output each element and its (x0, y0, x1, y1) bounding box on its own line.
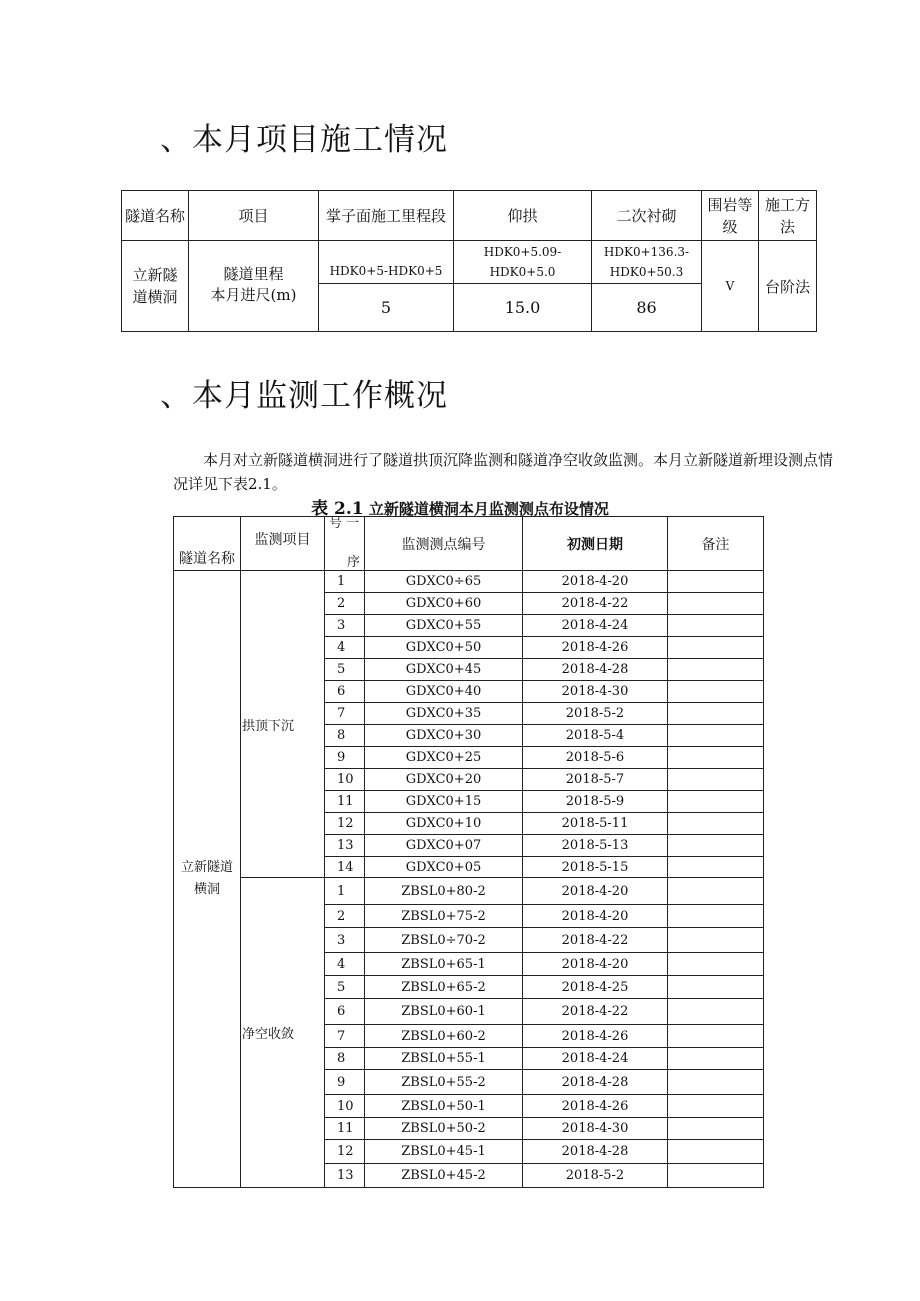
row-mileage-label: 隧道里程 (189, 241, 319, 284)
header-tunnel-name: 隧道名称 (122, 191, 189, 241)
initial-date-cell: 2018-4-28 (523, 659, 668, 681)
sequence-cell: 8 (325, 1048, 365, 1070)
table1-row-mileage (122, 241, 817, 284)
initial-date-cell: 2018-4-30 (523, 1118, 668, 1140)
sequence-cell: 13 (325, 835, 365, 857)
invert-advance-value: 15.0 (454, 284, 592, 332)
monitoring-paragraph: 本月对立新隧道横洞进行了隧道拱顶沉降监测和隧道净空收敛监测。本月立新隧道新埋设测点情况详见下表2.1。 (173, 451, 834, 493)
sequence-cell: 12 (325, 813, 365, 835)
sequence-cell: 9 (325, 747, 365, 769)
point-id-cell: ZBSL0+50-2 (365, 1118, 523, 1140)
header-face-mileage: 掌子面施工里程段 (319, 191, 454, 241)
sequence-cell: 3 (325, 615, 365, 637)
sequence-cell: 9 (325, 1070, 365, 1095)
point-id-cell: GDXC0+05 (365, 857, 523, 878)
method-cell: 台阶法 (759, 241, 817, 332)
sequence-cell: 5 (325, 659, 365, 681)
face-mileage-value: HDK0+5-HDK0+5 (319, 241, 454, 284)
monitor-item-cell: 净空收敛 (241, 878, 325, 1188)
note-cell (668, 703, 764, 725)
initial-date-cell: 2018-4-28 (523, 1140, 668, 1164)
point-id-cell: GDXC0+15 (365, 791, 523, 813)
sequence-cell: 6 (325, 681, 365, 703)
note-cell (668, 747, 764, 769)
initial-date-cell: 2018-5-13 (523, 835, 668, 857)
point-id-cell: GDXC0+10 (365, 813, 523, 835)
note-cell (668, 1164, 764, 1188)
lining-advance-value: 86 (592, 284, 702, 332)
point-id-cell: ZBSL0÷70-2 (365, 928, 523, 953)
sequence-cell: 11 (325, 1118, 365, 1140)
point-id-cell: GDXC0+40 (365, 681, 523, 703)
tunnel-name-cell: 立新隧道横洞 (174, 571, 241, 1188)
initial-date-cell: 2018-4-22 (523, 928, 668, 953)
note-cell (668, 1095, 764, 1118)
note-cell (668, 593, 764, 615)
point-id-cell: GDXC0+45 (365, 659, 523, 681)
table2-header-row (174, 517, 764, 571)
point-id-cell: ZBSL0+55-1 (365, 1048, 523, 1070)
header-method: 施工方法 (759, 191, 817, 241)
point-id-cell: GDXC0+55 (365, 615, 523, 637)
sequence-cell: 10 (325, 1095, 365, 1118)
initial-date-cell: 2018-4-24 (523, 615, 668, 637)
note-cell (668, 659, 764, 681)
note-cell (668, 791, 764, 813)
initial-date-cell: 2018-4-22 (523, 999, 668, 1025)
construction-table (121, 190, 817, 332)
point-id-cell: GDXC0÷65 (365, 571, 523, 593)
note-cell (668, 1048, 764, 1070)
point-id-cell: ZBSL0+80-2 (365, 878, 523, 905)
note-cell (668, 637, 764, 659)
note-cell (668, 1140, 764, 1164)
point-id-cell: ZBSL0+75-2 (365, 905, 523, 928)
sequence-cell: 2 (325, 905, 365, 928)
header-monitor-item: 监测项目 (241, 517, 325, 571)
note-cell (668, 615, 764, 637)
header-seq-a: 号 (329, 516, 343, 531)
rock-grade-cell: V (702, 241, 759, 332)
sequence-cell: 7 (325, 1025, 365, 1048)
sequence-cell: 2 (325, 593, 365, 615)
sequence-cell: 10 (325, 769, 365, 791)
sequence-cell: 14 (325, 857, 365, 878)
point-id-cell: ZBSL0+65-1 (365, 953, 523, 976)
sequence-cell: 3 (325, 928, 365, 953)
sequence-cell: 8 (325, 725, 365, 747)
header-seq-b: 序 (346, 555, 360, 570)
sequence-cell: 12 (325, 1140, 365, 1164)
tunnel-name-cell: 立新隧道横洞 (122, 241, 189, 332)
initial-date-cell: 2018-4-22 (523, 593, 668, 615)
initial-date-cell: 2018-4-20 (523, 953, 668, 976)
point-id-cell: GDXC0+60 (365, 593, 523, 615)
note-cell (668, 1070, 764, 1095)
monitoring-points-table (173, 516, 764, 1188)
header-seq-dash: 一 (346, 516, 360, 531)
note-cell (668, 857, 764, 878)
point-id-cell: GDXC0+35 (365, 703, 523, 725)
note-cell (668, 1025, 764, 1048)
header-item: 项目 (189, 191, 319, 241)
caption-text: 立新隧道横洞本月监测测点布设情况 (368, 500, 609, 518)
initial-date-cell: 2018-4-26 (523, 1025, 668, 1048)
initial-date-cell: 2018-5-6 (523, 747, 668, 769)
header-tunnel-name: 隧道名称 (174, 517, 241, 571)
note-cell (668, 681, 764, 703)
table1-header-row (122, 191, 817, 241)
point-id-cell: GDXC0+07 (365, 835, 523, 857)
note-cell (668, 835, 764, 857)
header-initial-date: 初测日期 (523, 517, 668, 571)
row-advance-label: 本月进尺(m) (189, 284, 319, 332)
monitor-item-cell: 拱顶下沉 (241, 571, 325, 878)
initial-date-cell: 2018-5-15 (523, 857, 668, 878)
header-point-id: 监测测点编号 (365, 517, 523, 571)
section-title-monitoring: 、本月监测工作概况 (160, 378, 448, 414)
sequence-cell: 5 (325, 976, 365, 999)
point-id-cell: GDXC0+25 (365, 747, 523, 769)
note-cell (668, 905, 764, 928)
point-id-cell: ZBSL0+50-1 (365, 1095, 523, 1118)
point-id-cell: ZBSL0+60-2 (365, 1025, 523, 1048)
sequence-cell: 4 (325, 637, 365, 659)
face-advance-value: 5 (319, 284, 454, 332)
note-cell (668, 571, 764, 593)
point-id-cell: ZBSL0+65-2 (365, 976, 523, 999)
point-id-cell: ZBSL0+60-1 (365, 999, 523, 1025)
note-cell (668, 999, 764, 1025)
header-invert: 仰拱 (454, 191, 592, 241)
header-note: 备注 (668, 517, 764, 571)
point-id-cell: ZBSL0+45-1 (365, 1140, 523, 1164)
point-id-cell: GDXC0+30 (365, 725, 523, 747)
section-title-construction: 、本月项目施工情况 (160, 122, 448, 158)
note-cell (668, 725, 764, 747)
sequence-cell: 7 (325, 703, 365, 725)
point-id-cell: ZBSL0+45-2 (365, 1164, 523, 1188)
note-cell (668, 878, 764, 905)
table-row (174, 571, 764, 593)
initial-date-cell: 2018-5-2 (523, 703, 668, 725)
initial-date-cell: 2018-4-25 (523, 976, 668, 999)
note-cell (668, 928, 764, 953)
note-cell (668, 813, 764, 835)
note-cell (668, 769, 764, 791)
sequence-cell: 11 (325, 791, 365, 813)
initial-date-cell: 2018-5-11 (523, 813, 668, 835)
header-lining: 二次衬砌 (592, 191, 702, 241)
sequence-cell: 6 (325, 999, 365, 1025)
note-cell (668, 976, 764, 999)
initial-date-cell: 2018-4-30 (523, 681, 668, 703)
initial-date-cell: 2018-5-2 (523, 1164, 668, 1188)
initial-date-cell: 2018-4-24 (523, 1048, 668, 1070)
initial-date-cell: 2018-4-26 (523, 1095, 668, 1118)
initial-date-cell: 2018-4-28 (523, 1070, 668, 1095)
note-cell (668, 953, 764, 976)
initial-date-cell: 2018-4-20 (523, 878, 668, 905)
note-cell (668, 1118, 764, 1140)
caption-number: 表 2.1 (311, 499, 364, 519)
initial-date-cell: 2018-4-26 (523, 637, 668, 659)
initial-date-cell: 2018-4-20 (523, 905, 668, 928)
sequence-cell: 1 (325, 878, 365, 905)
initial-date-cell: 2018-4-20 (523, 571, 668, 593)
point-id-cell: ZBSL0+55-2 (365, 1070, 523, 1095)
point-id-cell: GDXC0+20 (365, 769, 523, 791)
initial-date-cell: 2018-5-4 (523, 725, 668, 747)
lining-mileage-value: HDK0+136.3-HDK0+50.3 (592, 241, 702, 284)
sequence-cell: 1 (325, 571, 365, 593)
initial-date-cell: 2018-5-7 (523, 769, 668, 791)
point-id-cell: GDXC0+50 (365, 637, 523, 659)
invert-mileage-value: HDK0+5.09-HDK0+5.0 (454, 241, 592, 284)
table-row (174, 878, 764, 905)
header-sequence (325, 517, 365, 571)
header-rock-grade: 围岩等级 (702, 191, 759, 241)
initial-date-cell: 2018-5-9 (523, 791, 668, 813)
sequence-cell: 13 (325, 1164, 365, 1188)
sequence-cell: 4 (325, 953, 365, 976)
